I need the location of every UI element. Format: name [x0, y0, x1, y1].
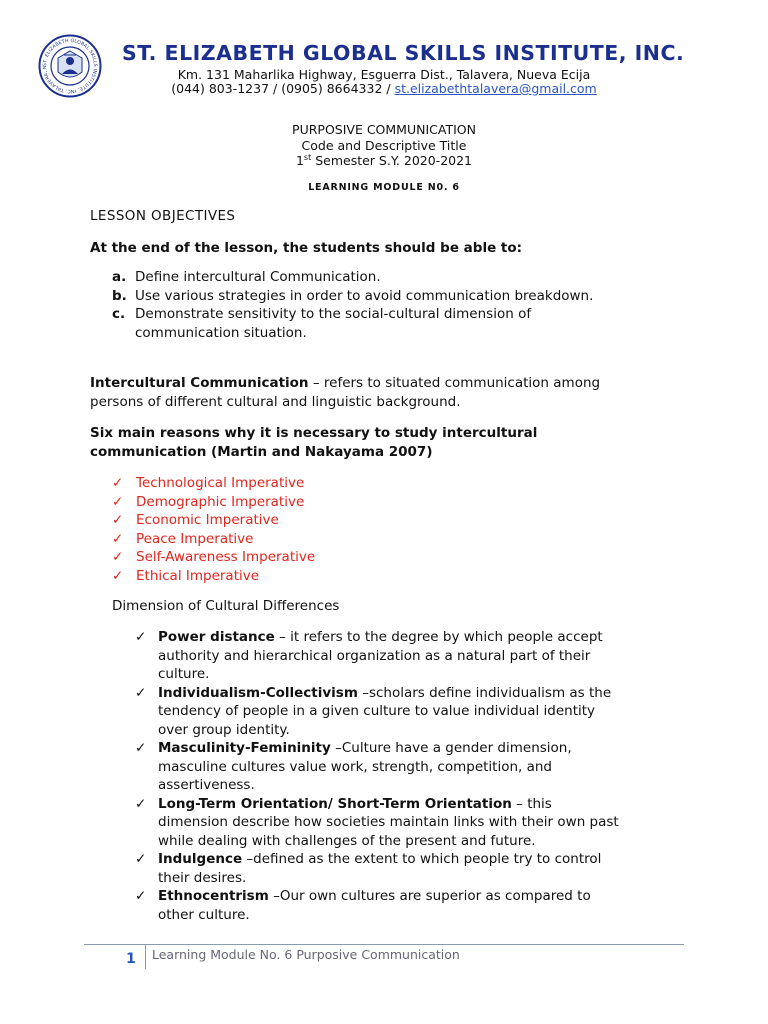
check-icon: ✓	[112, 549, 124, 565]
six-reasons-heading: Six main reasons why it is necessary to study intercultural communication (Martin and Nakayama 2007)	[90, 425, 538, 460]
check-icon: ✓	[112, 512, 124, 528]
email-link[interactable]: st.elizabethtalavera@gmail.com	[394, 81, 597, 96]
imperative-item: ✓ Demographic Imperative	[112, 493, 305, 510]
dimension-item: ✓ Individualism-Collectivism –scholars define individualism as the tendency of people in a given culture to value individual identity over group identity.	[135, 684, 612, 738]
imperative-item: ✓ Self-Awareness Imperative	[112, 549, 316, 565]
dimension-item: ✓ Power distance – it refers to the degree by which people accept authority and hierarchical organization as a natural part of their culture.	[135, 629, 603, 682]
imperative-item: ✓ Economic Imperative	[112, 512, 279, 528]
check-icon: ✓	[135, 740, 147, 756]
institute-address: Km. 131 Maharlika Highway, Esguerra Dist., Talavera, Nueva Ecija	[177, 67, 591, 82]
institute-name: ST. ELIZABETH GLOBAL SKILLS INSTITUTE, INC.	[122, 41, 685, 65]
footer-divider	[84, 944, 684, 945]
dimension-item: ✓ Long-Term Orientation/ Short-Term Orientation – this dimension describe how societies maintain links with their own past while dealing with challenges of the present and future.	[135, 795, 619, 849]
definition-paragraph: Intercultural Communication – refers to situated communication among persons of different cultural and linguistic background.	[90, 375, 601, 410]
imperatives-list	[112, 474, 315, 585]
objectives-lead: At the end of the lesson, the students should be able to:	[90, 240, 523, 256]
dimension-item: ✓ Masculinity-Femininity –Culture have a gender dimension, masculine cultures value work, strength, competition, and assertiveness.	[135, 740, 572, 793]
footer-vertical-divider	[145, 945, 146, 969]
check-icon: ✓	[112, 567, 124, 584]
check-icon: ✓	[135, 629, 147, 645]
dimension-item: ✓ Indulgence –defined as the extent to which people try to control their desires.	[135, 851, 602, 886]
dimension-item: ✓ Ethnocentrism –Our own cultures are superior as compared to other culture.	[135, 888, 591, 923]
svg-text:ST. ELIZABETH GLOBAL SKILLS IN: ST. ELIZABETH GLOBAL SKILLS INSTITUTE, INC. TALAVERA, N	[42, 38, 98, 94]
check-icon: ✓	[112, 493, 124, 510]
imperative-item: ✓ Technological Imperative	[112, 475, 305, 491]
check-icon: ✓	[112, 475, 124, 491]
code-descriptive-title: Code and Descriptive Title	[301, 138, 467, 153]
objectives-heading: LESSON OBJECTIVES	[90, 208, 236, 224]
dimensions-heading: Dimension of Cultural Differences	[112, 598, 340, 614]
imperative-item: ✓ Ethical Imperative	[112, 567, 260, 584]
contact-line	[0, 81, 768, 96]
check-icon: ✓	[135, 851, 147, 867]
module-number: LEARNING MODULE N0. 6	[308, 182, 460, 193]
check-icon: ✓	[112, 530, 124, 547]
semester-line: 1st Semester S.Y. 2020-2021	[295, 153, 473, 169]
dimensions-list	[135, 628, 619, 924]
check-icon: ✓	[135, 888, 147, 904]
check-icon: ✓	[135, 684, 147, 701]
page-number: 1	[126, 951, 136, 967]
imperative-item: ✓ Peace Imperative	[112, 530, 254, 547]
footer-text: Learning Module No. 6 Purposive Communication	[152, 947, 460, 962]
check-icon: ✓	[135, 795, 147, 812]
phone-numbers: (044) 803-1237 / (0905) 8664332 /	[171, 81, 395, 96]
definition-term: Intercultural Communication	[90, 375, 309, 391]
course-title: PURPOSIVE COMMUNICATION	[292, 122, 476, 137]
